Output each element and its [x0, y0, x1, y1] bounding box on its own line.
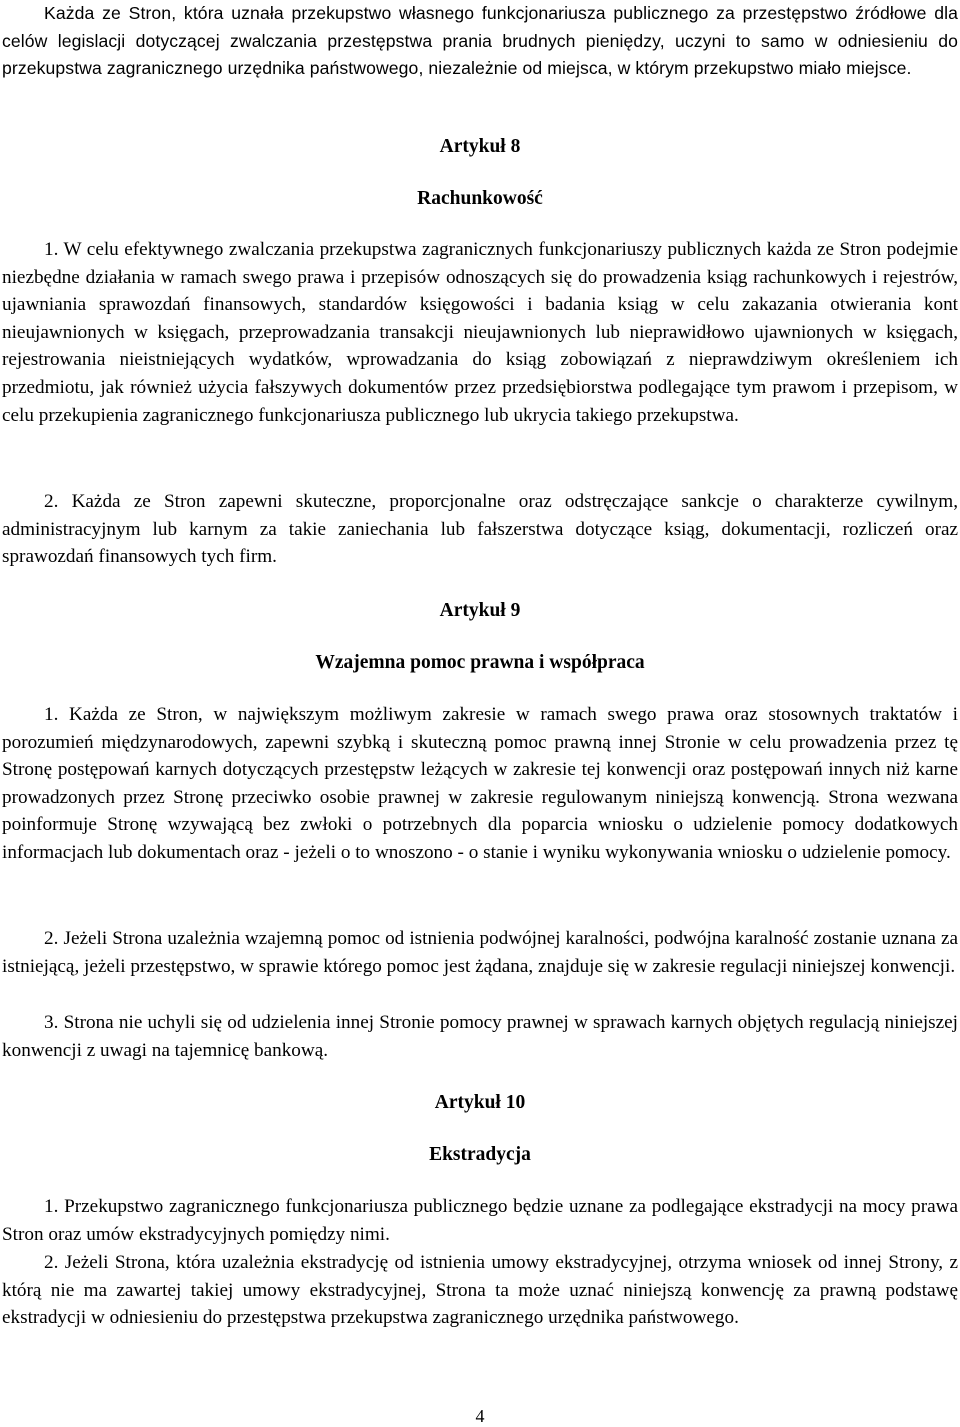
article-10-paragraph-1: 1. Przekupstwo zagranicznego funkcjonariusza publicznego będzie uznane za podlegające ekstradycji na mocy prawa Stron oraz umów ekstradycyjnych pomiędzy nimi.: [2, 1196, 958, 1245]
article-8-number: Artykuł 8: [439, 136, 521, 157]
intro-paragraph: Każda ze Stron, która uznała przekupstwo własnego funkcjonariusza publicznego za przestępstwo źródłowe dla celów legislacji dotyczącej zwalczania przestępstwa prania brudnych pieniędzy, uczyni to samo w odniesieniu do przekupstwa zagranicznego urzędnika państwowego, niezależnie od miejsca, w którym przekupstwo miało miejsce.: [2, 3, 958, 78]
article-8-paragraph-2: 2. Każda ze Stron zapewni skuteczne, proporcjonalne oraz odstręczające sankcje o charakterze cywilnym, administracyjnym lub karnym za takie zaniechania lub fałszerstwa dotyczące ksiąg, dokumentacji, rozliczeń oraz sprawozdań finansowych tych firm.: [2, 491, 958, 568]
article-9-paragraph-1: 1. Każda ze Stron, w największym możliwym zakresie w ramach swego prawa oraz stosownych traktatów i porozumień międzynarodowych, zapewni szybką i skuteczną pomoc prawną innej Stronie w celu prowadzenia przez tę Stronę postępowań karnych dotyczących przestępstw leżących w zakresie tej konwencji oraz postępowań innych niż karne prowadzonych przez Stronę przeciwko osobie prawnej w zakresie regulowanym niniejszą konwencją. Strona wezwana poinformuje Stronę wzywającą bez zwłoki o potrzebnych dla poparcia wniosku o udzielenie pomocy dodatkowych informacjach lub dokumentach oraz - jeżeli o to wnoszono - o stanie i wyniku wykonywania wniosku o udzielenie pomocy.: [2, 704, 958, 863]
article-9-paragraph-3: 3. Strona nie uchyli się od udzielenia innej Stronie pomocy prawnej w sprawach karnych objętych regulacją niniejszej konwencji z uwagi na tajemnicę bankową.: [2, 1012, 958, 1061]
article-9-number: Artykuł 9: [439, 600, 521, 621]
article-8-title: Rachunkowość: [417, 188, 543, 209]
article-9-paragraph-2: 2. Jeżeli Strona uzależnia wzajemną pomoc od istnienia podwójnej karalności, podwójna karalność zostanie uznana za istniejącą, jeżeli przestępstwo, w sprawie którego pomoc jest żądana, znajduje się w zakresie regulacji niniejszej konwencji.: [2, 928, 958, 977]
article-10-title: Ekstradycja: [429, 1144, 531, 1165]
article-8-paragraph-1: 1. W celu efektywnego zwalczania przekupstwa zagranicznych funkcjonariuszy publicznych każda ze Stron podejmie niezbędne działania w ramach swego prawa i przepisów odnoszących się do prowadzenia ksiąg rachunkowych i rejestrów, ujawniania sprawozdań finansowych, standardów księgowości i badania ksiąg w celu zakazania otwierania kont nieujawnionych w księgach, przeprowadzania transakcji nieujawnionych lub nieprawidłowo ujawnionych w księgach, rejestrowania nieistniejących wydatków, wprowadzania do ksiąg zobowiązań z nieprawdziwym określeniem ich przedmiotu, jak również użycia fałszywych dokumentów przez przedsiębiorstwa podlegające tym prawom i przepisom, w celu przekupienia zagranicznego funkcjonariusza publicznego lub ukrycia takiego przekupstwa.: [2, 239, 958, 426]
page-number: 4: [475, 1406, 485, 1426]
article-9-title: Wzajemna pomoc prawna i współpraca: [315, 652, 645, 673]
article-10-number: Artykuł 10: [434, 1092, 526, 1113]
article-10-paragraph-2: 2. Jeżeli Strona, która uzależnia ekstradycję od istnienia umowy ekstradycyjnej, otrzyma wniosek od innej Strony, z którą nie ma zawartej takiej umowy ekstradycyjnej, Strona ta może uznać niniejszą konwencję za prawną podstawę ekstradycji w odniesieniu do przestępstwa przekupstwa zagranicznego urzędnika państwowego.: [2, 1252, 958, 1329]
